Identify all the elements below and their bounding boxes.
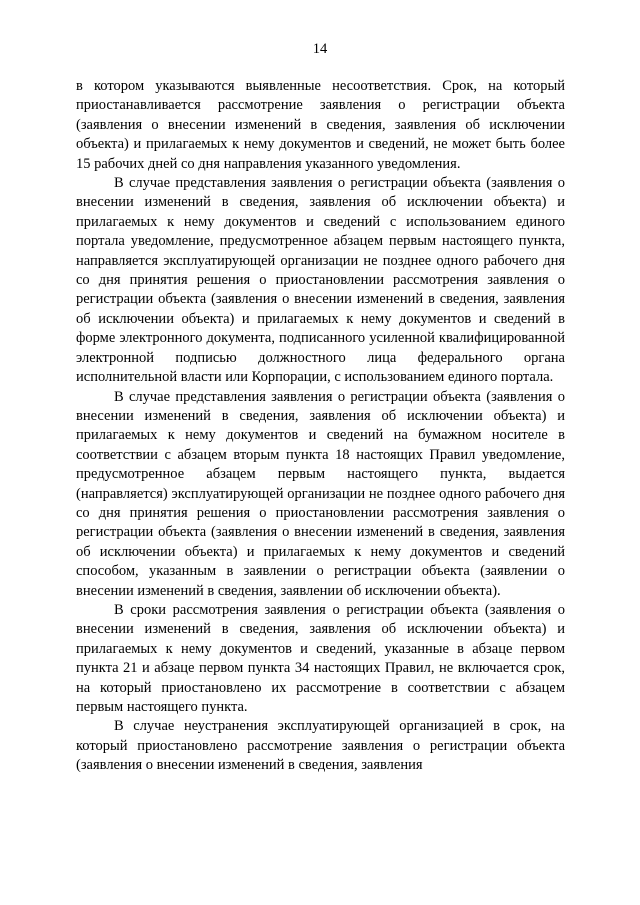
document-body: [76, 77, 565, 776]
paragraph-non-elimination: В случае неустранения эксплуатирующей организацией в срок, на который приостановлено рассмотрение заявления о регистрации объекта (заявления о внесении изменений в сведения, заявления: [76, 718, 565, 774]
paragraph-portal-notice: В случае представления заявления о регистрации объекта (заявления о внесении изменений в сведения, заявления об исключении объекта) и прилагаемых к нему документов и сведений с использованием единого портала уведомление, предусмотренное абзацем первым настоящего пункта, направляется эксплуатирующей организации не позднее одного рабочего дня со дня принятия решения о приостановлении рассмотрения заявления о регистрации объекта (заявления о внесении изменений в сведения, заявления об исключении объекта) и прилагаемых к нему документов и сведений в форме электронного документа, подписанного усиленной квалифицированной электронной подписью должностного лица федерального органа исполнительной власти или Корпорации, с использованием единого портала.: [76, 175, 565, 386]
page-number: 14: [312, 41, 328, 57]
paragraph-continuation: в котором указываются выявленные несоответствия. Срок, на который приостанавливается рассмотрение заявления о регистрации объекта (заявления о внесении изменений в сведения, заявления об исключении объекта) и прилагаемых к нему документов и сведений, не может быть более 15 рабочих дней со дня направления указанного уведомления.: [76, 78, 565, 172]
paragraph-paper-notice: В случае представления заявления о регистрации объекта (заявления о внесении изменений в сведения, заявления об исключении объекта) и прилагаемых к нему документов и сведений на бумажном носителе в соответствии с абзацем вторым пункта 18 настоящих Правил уведомление, предусмотренное абзацем первым настоящего пункта, выдается (направляется) эксплуатирующей организации не позднее одного рабочего дня со дня принятия решения о приостановлении рассмотрения заявления о регистрации объекта (заявления о внесении изменений в сведения, заявления об исключении объекта) и прилагаемых к нему документов и сведений способом, указанным в заявлении о регистрации объекта (заявлении о внесении изменений в сведения, заявлении об исключении объекта).: [76, 388, 565, 599]
paragraph-review-terms: В сроки рассмотрения заявления о регистрации объекта (заявления о внесении изменений в сведения, заявления об исключении объекта) и прилагаемых к нему документов и сведений, указанные в абзаце первом пункта 21 и абзаце первом пункта 34 настоящих Правил, не включается срок, на который приостановлено их рассмотрение в соответствии с абзацем первым настоящего пункта.: [76, 601, 565, 715]
